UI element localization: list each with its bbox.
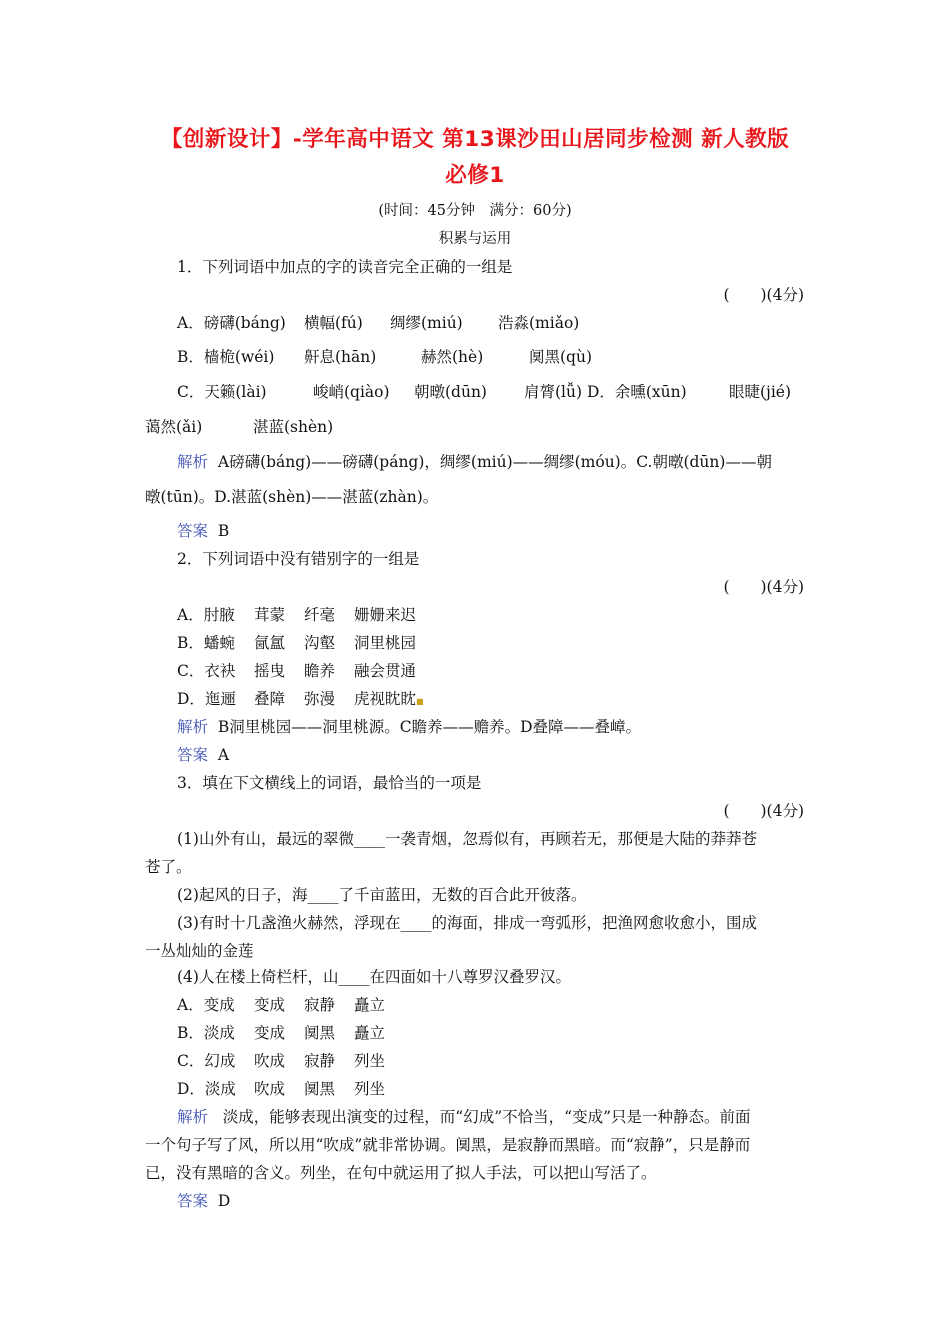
q3-d-word-3: 阒黑 bbox=[304, 1080, 336, 1098]
q3-b-word-1: B．淡成 bbox=[177, 1024, 235, 1042]
answer-label: 答案 bbox=[177, 746, 209, 764]
q1-b-word-1: B．樯桅(wéi) bbox=[177, 348, 275, 366]
q2-d-word-1: D．迤逦 bbox=[177, 690, 236, 708]
q3-stem: 3．填在下文横线上的词语，最恰当的一项是 bbox=[177, 774, 482, 792]
q2-option-d bbox=[177, 687, 424, 709]
q2-c-word-4: 融会贯通 bbox=[354, 662, 417, 680]
q1-answer bbox=[177, 519, 229, 541]
q3-d-word-4: 列坐 bbox=[354, 1080, 386, 1098]
q2-b-word-3: 沟壑 bbox=[304, 634, 336, 652]
q1-option-b bbox=[177, 345, 592, 367]
q1-c-d-words: 肩膂(lǚ) D．余曛(xūn) bbox=[524, 383, 687, 401]
q3-b-word-2: 变成 bbox=[254, 1024, 286, 1042]
q2-d-word-2: 叠障 bbox=[254, 690, 286, 708]
q2-c-word-2: 摇曳 bbox=[254, 662, 286, 680]
q1-answer-value: B bbox=[217, 522, 230, 540]
q1-d-word-4: 湛蓝(shèn) bbox=[253, 418, 334, 436]
analysis-label: 解析 bbox=[177, 1108, 209, 1126]
q2-b-word-1: B．蟠蜿 bbox=[177, 634, 235, 652]
q2-a-word-3: 纤毫 bbox=[304, 606, 336, 624]
q3-a-word-4: 矗立 bbox=[354, 996, 386, 1014]
q1-analysis-text-1: A磅礴(báng)——磅礴(páng)，绸缪(miú)——绸缪(móu)。C.朝暾(dūn)——朝 bbox=[217, 453, 772, 471]
q2-analysis-text: B洞里桃园——洞里桃源。C瞻养——赡养。D叠障——叠嶂。 bbox=[217, 718, 642, 736]
exam-meta: (时间：45分钟 满分：60分) bbox=[378, 203, 572, 219]
q2-a-word-1: A．肘腋 bbox=[177, 606, 235, 624]
q3-passage-1a: (1)山外有山，最远的翠微____一袭青烟，忽焉似有，再顾若无，那便是大陆的莽莽苍 bbox=[177, 830, 757, 848]
q1-c-word-1: C．天籁(lài) bbox=[177, 383, 267, 401]
q3-c-word-2: 吹成 bbox=[254, 1052, 286, 1070]
q2-a-word-2: 茸蒙 bbox=[254, 606, 286, 624]
q1-b-word-4: 阒黑(qù) bbox=[529, 348, 592, 366]
q3-analysis-text-3: 已，没有黑暗的含义。列坐，在句中就运用了拟人手法，可以把山写活了。 bbox=[145, 1164, 657, 1182]
q3-d-word-1: D．淡成 bbox=[177, 1080, 236, 1098]
q2-answer-value: A bbox=[217, 746, 230, 764]
document-title-line-1: 【创新设计】-学年高中语文 第13课沙田山居同步检测 新人教版 bbox=[160, 127, 790, 152]
q2-score: ( )(4分) bbox=[723, 578, 804, 596]
q1-d-word-3: 蔼然(ǎi) bbox=[145, 418, 203, 436]
answer-label: 答案 bbox=[177, 1192, 209, 1210]
q1-b-word-2: 鼾息(hān) bbox=[304, 348, 377, 366]
q2-option-a bbox=[177, 603, 416, 625]
q3-a-word-1: A．变成 bbox=[177, 996, 235, 1014]
q3-answer-value: D bbox=[217, 1192, 231, 1210]
q3-analysis-text-1: 淡成，能够表现出演变的过程，而“幻成”不恰当，“变成”只是一种静态。前面 bbox=[222, 1108, 751, 1126]
q1-a-word-2: 横幅(fú) bbox=[304, 314, 363, 332]
q3-analysis bbox=[177, 1105, 751, 1127]
q1-score: ( )(4分) bbox=[723, 286, 804, 304]
q3-a-word-3: 寂静 bbox=[304, 996, 336, 1014]
q3-passage-1b: 苍了。 bbox=[145, 858, 192, 876]
q2-c-word-1: C．衣袂 bbox=[177, 662, 236, 680]
q3-c-word-1: C．幻成 bbox=[177, 1052, 236, 1070]
q3-d-word-2: 吹成 bbox=[254, 1080, 286, 1098]
q2-d-word-3: 弥漫 bbox=[304, 690, 336, 708]
q3-passage-3a: (3)有时十几盏渔火赫然，浮现在____的海面，排成一弯弧形，把渔网愈收愈小，围成 bbox=[177, 914, 757, 932]
q2-stem: 2．下列词语中没有错别字的一组是 bbox=[177, 550, 420, 568]
q3-option-a bbox=[177, 993, 385, 1015]
q1-b-word-3: 赫然(hè) bbox=[421, 348, 484, 366]
q2-d-word-4: 虎视眈眈 bbox=[354, 690, 417, 708]
q1-analysis-text-2: 暾(tūn)。D.湛蓝(shèn)——湛蓝(zhàn)。 bbox=[145, 488, 439, 506]
q3-a-word-2: 变成 bbox=[254, 996, 286, 1014]
section-heading: 积累与运用 bbox=[438, 231, 512, 247]
q3-b-word-4: 矗立 bbox=[354, 1024, 386, 1042]
q1-analysis bbox=[177, 450, 772, 472]
q2-b-word-2: 氤氲 bbox=[254, 634, 286, 652]
q3-option-d bbox=[177, 1077, 385, 1099]
q3-passage-4: (4)人在楼上倚栏杆，山____在四面如十八尊罗汉叠罗汉。 bbox=[177, 968, 571, 986]
q2-c-word-3: 瞻养 bbox=[304, 662, 336, 680]
q3-option-b bbox=[177, 1021, 385, 1043]
q3-score: ( )(4分) bbox=[723, 802, 804, 820]
q3-option-c bbox=[177, 1049, 385, 1071]
q3-c-word-4: 列坐 bbox=[354, 1052, 386, 1070]
q1-a-word-3: 绸缪(miú) bbox=[390, 314, 463, 332]
q2-option-b bbox=[177, 631, 416, 653]
scan-mark: ■ bbox=[416, 697, 424, 706]
q3-analysis-text-2: 一个句子写了风，所以用“吹成”就非常协调。阒黑，是寂静而黑暗。而“寂静”，只是静而 bbox=[145, 1136, 751, 1154]
q2-a-word-4: 姗姗来迟 bbox=[354, 606, 417, 624]
document-title-line-2: 必修1 bbox=[445, 163, 505, 188]
q1-a-word-1: A．磅礴(báng) bbox=[177, 314, 286, 332]
q1-stem: 1．下列词语中加点的字的读音完全正确的一组是 bbox=[177, 258, 513, 276]
q3-c-word-3: 寂静 bbox=[304, 1052, 336, 1070]
q1-d-word-2: 眼睫(jié) bbox=[729, 383, 792, 401]
q2-option-c bbox=[177, 659, 416, 681]
q2-answer bbox=[177, 743, 229, 765]
q3-b-word-3: 阒黑 bbox=[304, 1024, 336, 1042]
q2-b-word-4: 洞里桃园 bbox=[354, 634, 417, 652]
q1-option-cd bbox=[177, 380, 791, 402]
q1-option-a bbox=[177, 311, 579, 333]
q1-c-word-3: 朝暾(dūn) bbox=[414, 383, 487, 401]
q3-answer bbox=[177, 1189, 230, 1211]
q1-c-word-2: 峻峭(qiào) bbox=[313, 383, 390, 401]
analysis-label: 解析 bbox=[177, 718, 209, 736]
answer-label: 答案 bbox=[177, 522, 209, 540]
analysis-label: 解析 bbox=[177, 453, 209, 471]
q1-a-word-4: 浩淼(miǎo) bbox=[498, 314, 580, 332]
q1-option-d-cont bbox=[145, 415, 333, 437]
q3-passage-2: (2)起风的日子，海____了千亩蓝田，无数的百合此开彼落。 bbox=[177, 886, 587, 904]
q3-passage-3b: 一丛灿灿的金莲 bbox=[145, 942, 254, 960]
q2-analysis bbox=[177, 715, 641, 737]
